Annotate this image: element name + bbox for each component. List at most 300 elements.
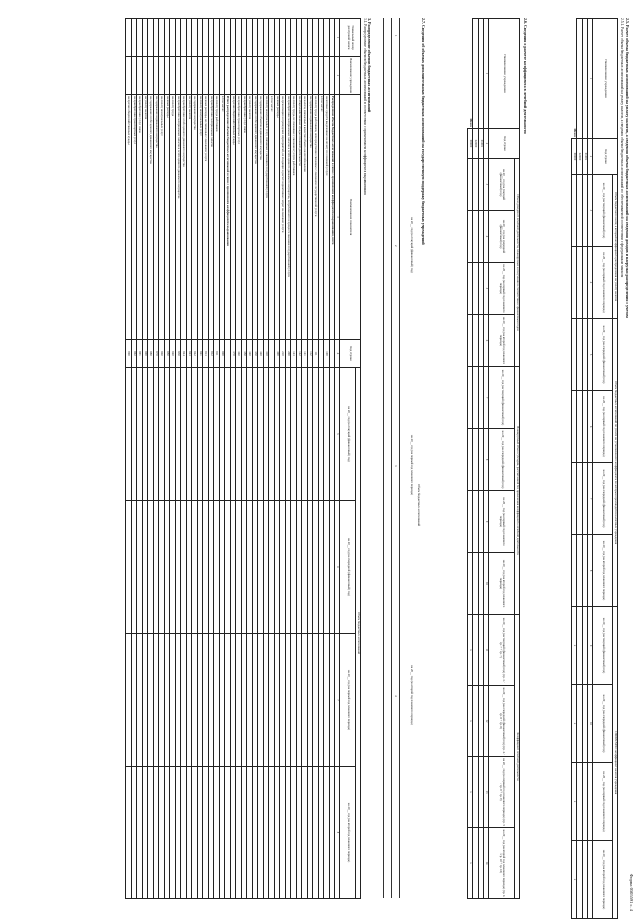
col-number: 2	[394, 245, 398, 247]
value-cell	[208, 368, 214, 501]
value-cell	[313, 501, 319, 634]
table-row	[164, 19, 170, 899]
t3-line	[391, 18, 392, 898]
value-cell	[241, 634, 247, 767]
row-code	[318, 340, 324, 368]
col-number: 1	[484, 19, 489, 129]
value-cell	[197, 634, 203, 767]
value-cell	[126, 368, 132, 501]
value-cell	[324, 634, 330, 767]
col-number: 1	[394, 35, 398, 37]
value-cell	[313, 634, 319, 767]
table-row	[285, 19, 291, 899]
value-cell	[263, 19, 269, 57]
value-cell	[219, 634, 225, 767]
table-row	[175, 19, 181, 899]
row-code: 360	[236, 340, 242, 368]
col-number: 10	[588, 685, 593, 763]
col-row-code: Код строки	[489, 129, 520, 159]
value-cell	[148, 19, 154, 57]
col-number: 1	[335, 19, 340, 57]
value-cell	[159, 57, 165, 95]
value-cell	[153, 501, 159, 634]
value-cell	[302, 501, 308, 634]
year-col: на 20__ год (на текущий (финансовый) год)	[593, 175, 613, 247]
value-cell	[126, 501, 132, 634]
row-code: 850	[164, 340, 170, 368]
value-cell	[208, 57, 214, 95]
table-row	[247, 19, 253, 899]
value-cell	[186, 368, 192, 501]
table-row	[126, 19, 132, 899]
table-row	[148, 19, 154, 899]
indicator-cell: налоговых средств выделенных на оплату по основной услуге	[324, 95, 330, 340]
coef-col: на 20__ год (на текущий (финансовый) год) (гр. 3 / гр. 7 + гр. 7)	[489, 615, 515, 686]
year-col: на 20__ год (на второй год планового периода)	[593, 535, 613, 607]
value-cell	[175, 767, 181, 899]
value-cell	[159, 501, 165, 634]
value-cell	[153, 368, 159, 501]
value-cell	[296, 19, 302, 57]
indicator-cell: на оплату коммунальных услуг	[197, 95, 203, 340]
table-row	[197, 19, 203, 899]
value-cell	[159, 767, 165, 899]
col-number: 4	[484, 211, 489, 263]
group-a-header: Объем бюджетного налог, а который коэффициента распределения на уплату налогов	[613, 175, 618, 319]
value-cell	[192, 57, 198, 95]
year-col: на 20__ год (на первый год планового периода)	[593, 391, 613, 463]
row-code: 840	[170, 340, 176, 368]
table-row	[230, 19, 236, 899]
col-number: 14	[484, 828, 489, 899]
col-number: 4	[588, 247, 593, 319]
indicator-cell: на оплату труда, не связанных с оказанием услуги работников	[291, 95, 297, 340]
year-col: на 20__ год (на очередной (финансовый) год)	[593, 319, 613, 391]
value-cell	[291, 368, 297, 501]
value-cell	[148, 368, 154, 501]
indicator-cell: на содержание недвижимого имущества	[307, 95, 313, 340]
value-cell	[263, 57, 269, 95]
value-cell	[153, 634, 159, 767]
value-cell	[296, 57, 302, 95]
value-cell	[142, 501, 148, 634]
value-cell	[324, 501, 330, 634]
value-cell	[258, 57, 264, 95]
value-cell	[131, 19, 137, 57]
col-number: 6	[484, 315, 489, 367]
value-cell	[236, 501, 242, 634]
row-code: 123	[291, 340, 297, 368]
value-cell	[203, 767, 209, 899]
row-code: 890	[142, 340, 148, 368]
section-2-5-1-title: 2.5.1. Расчет объема бюджетных ассигнований на уплату налогов, а сведения объема бюджетных ассигнований по обеспечиваемой соответствии с федеральным законом	[620, 18, 624, 278]
value-cell	[159, 634, 165, 767]
indicator-cell: на приобретение транспортных услуг	[131, 95, 137, 340]
value-cell	[247, 634, 253, 767]
col-number: 7	[484, 367, 489, 429]
value-cell	[274, 767, 280, 899]
indicator-cell: на оплату труда	[170, 95, 176, 340]
value-cell	[142, 767, 148, 899]
value-cell	[313, 368, 319, 501]
value-cell	[307, 634, 313, 767]
value-cell	[274, 501, 280, 634]
total-label: Итого	[468, 118, 473, 127]
col-number: 3	[484, 159, 489, 211]
coef-col: на 20__ год (на второй год планового периода) (гр. 6 / гр. 10 + гр. 10)	[489, 828, 515, 899]
value-cell	[175, 501, 181, 634]
total-label: Итого	[572, 128, 577, 137]
year-col: на 20__ год (на текущий (финансовый) год)	[489, 367, 515, 429]
value-cell	[192, 634, 198, 767]
value-cell	[280, 501, 286, 634]
table-row	[203, 19, 209, 899]
value-cell	[236, 19, 242, 57]
indicator-cell: на содержание особо ценного движимого имущества	[148, 95, 154, 340]
value-cell	[225, 368, 231, 501]
value-cell	[219, 368, 225, 501]
col-number: 11	[484, 615, 489, 686]
value-cell	[153, 19, 159, 57]
row-code: 830	[175, 340, 181, 368]
indicator-cell: на приобретение услуг связи	[137, 95, 143, 340]
value-cell	[252, 501, 258, 634]
value-cell	[269, 57, 275, 95]
value-cell	[258, 19, 264, 57]
row-code	[329, 340, 335, 368]
row-code: 800	[219, 340, 225, 368]
group-b-header: Планируемый объем субсидии, рассчитанной без применения коэффициента лечебной деятельности	[515, 367, 520, 615]
indicator-cell: на приобретение материальных запасов и особо ценного движимого имущества, потребляемого в процессе оказания государственной услуги	[285, 95, 291, 340]
t4-group-header: Объем бюджетных ассигнований	[356, 368, 361, 899]
indicator-cell: на оплату коммунальных услуг	[159, 95, 165, 340]
col-institution-name: Наименование учреждения	[489, 19, 520, 129]
indicator-cell: на прочие общехозяйственные нужды	[126, 95, 132, 340]
value-cell	[181, 501, 187, 634]
value-cell	[148, 767, 154, 899]
value-cell	[225, 19, 231, 57]
value-cell	[258, 634, 264, 767]
value-cell	[318, 368, 324, 501]
year-col: на 20__ год (на очередной (финансовый) год)	[489, 211, 515, 263]
row-code: 350	[241, 340, 247, 368]
value-cell	[126, 767, 132, 899]
table-row	[318, 19, 324, 899]
value-cell	[318, 634, 324, 767]
value-cell	[269, 19, 275, 57]
table-row	[219, 19, 225, 899]
indicator-cell: на приобретение транспортных услуг	[236, 95, 242, 340]
indicator-cell: на содержание особо ценного движимого имущества	[252, 95, 258, 340]
value-cell	[280, 767, 286, 899]
value-cell	[153, 57, 159, 95]
value-cell	[137, 368, 143, 501]
value-cell	[329, 767, 335, 899]
value-cell	[236, 767, 242, 899]
value-cell	[252, 19, 258, 57]
table-row	[137, 19, 143, 899]
col-registry-number: Уникальный номер реестровой записи	[340, 19, 361, 57]
row-code: 300	[274, 340, 280, 368]
value-cell	[214, 634, 220, 767]
value-cell	[296, 767, 302, 899]
value-cell	[164, 57, 170, 95]
value-cell	[285, 368, 291, 501]
row-code: 122	[296, 340, 302, 368]
value-cell	[148, 634, 154, 767]
indicator-cell: на иные расходы	[164, 95, 170, 340]
table-row	[225, 19, 231, 899]
value-cell	[208, 19, 214, 57]
table-3-1	[125, 18, 361, 899]
value-cell	[274, 57, 280, 95]
value-cell	[181, 767, 187, 899]
row-code: 112	[307, 340, 313, 368]
coef-col: на 20__ год (на первый год планового периода) (гр. 5 / гр. 9 + гр. 9)	[489, 757, 515, 828]
value-cell	[269, 634, 275, 767]
value-cell	[252, 368, 258, 501]
table-row	[170, 19, 176, 899]
year-col: на 20__ год (на очередной (финансовый) год)	[593, 463, 613, 535]
value-cell	[280, 368, 286, 501]
value-cell	[192, 368, 198, 501]
col-number: 10	[484, 553, 489, 615]
row-code: 340	[247, 340, 253, 368]
value-cell	[291, 767, 297, 899]
col-number: 2	[335, 57, 340, 95]
value-cell	[186, 767, 192, 899]
indicator-cell: на уплату налогов	[142, 95, 148, 340]
value-cell	[291, 501, 297, 634]
col-number: 6	[588, 391, 593, 463]
col-number: 3	[335, 95, 340, 340]
group-c-header: Коэффициент лечебной деятельности	[515, 615, 520, 899]
value-cell	[142, 19, 148, 57]
value-cell	[137, 57, 143, 95]
table-row	[296, 19, 302, 899]
value-cell	[291, 19, 297, 57]
value-cell	[137, 634, 143, 767]
table-row	[302, 19, 308, 899]
row-code: 02000	[577, 139, 583, 175]
value-cell	[181, 57, 187, 95]
col-number: 7	[335, 634, 340, 767]
table-row	[142, 19, 148, 899]
value-cell	[291, 634, 297, 767]
value-cell	[247, 57, 253, 95]
row-code: 900	[126, 340, 132, 368]
value-cell	[236, 368, 242, 501]
value-cell	[296, 634, 302, 767]
value-cell	[302, 767, 308, 899]
value-cell	[329, 634, 335, 767]
col-number: 13	[484, 757, 489, 828]
value-cell	[181, 634, 187, 767]
value-cell	[159, 19, 165, 57]
value-cell	[269, 501, 275, 634]
value-cell	[175, 19, 181, 57]
value-cell	[329, 501, 335, 634]
value-cell	[148, 501, 154, 634]
table-row	[269, 19, 275, 899]
value-cell	[181, 368, 187, 501]
value-cell	[318, 767, 324, 899]
row-code: 891	[137, 340, 143, 368]
indicator-cell: на налоги, взимаемые в качестве объекта налогообложения	[302, 95, 308, 340]
value-cell	[318, 19, 324, 57]
value-cell	[170, 368, 176, 501]
year-col: на 20__ год (на второй год планового периода)	[593, 841, 613, 919]
value-cell	[329, 57, 335, 95]
value-cell	[285, 57, 291, 95]
value-cell	[219, 767, 225, 899]
row-code	[269, 340, 275, 368]
row-code	[225, 340, 231, 368]
form-code: Форма 0505591 с. 4	[629, 873, 634, 911]
indicator-cell: на оплату коммунальных услуг, связанных с оказанием государственной услуги	[263, 95, 269, 340]
value-cell	[258, 501, 264, 634]
table-row	[181, 19, 187, 899]
section-2-5-title: 2.5. Расчет объема бюджетных ассигнований на уплату налогов, а сведения объема бюджетных ассигнований на сведения доходов и нагрузки распределения с учетом	[625, 18, 630, 318]
value-cell	[131, 767, 137, 899]
value-cell	[241, 57, 247, 95]
value-cell	[137, 19, 143, 57]
row-code: 320	[258, 340, 264, 368]
table-row	[307, 19, 313, 899]
section-3-1-title: 3.1. Распределение объемов бюджетных ассигнований в соответствии с применением коэффициента выравнивания	[363, 18, 367, 195]
t3-year-2: на 20__ год (на первый год планового периода)	[410, 434, 414, 496]
table-row	[274, 19, 280, 899]
x-mark: x	[571, 841, 577, 919]
indicator-cell: в том числе:	[269, 95, 275, 340]
indicator-cell: в том числе:	[219, 95, 225, 340]
value-cell	[164, 634, 170, 767]
value-cell	[307, 19, 313, 57]
value-cell	[307, 368, 313, 501]
year-col: на 20__ год (на первый год планового периода)	[593, 763, 613, 841]
value-cell	[170, 634, 176, 767]
table-row	[236, 19, 242, 899]
value-cell	[186, 634, 192, 767]
x-mark: x	[467, 686, 473, 757]
year-col: на 20__ год (на очередной (финансовый) год)	[593, 685, 613, 763]
value-cell	[230, 57, 236, 95]
t3-year-1: на 20__ год (на текущий (финансовый) год)	[410, 217, 414, 273]
col-row-code: Код строки	[593, 139, 618, 175]
row-code: 210	[280, 340, 286, 368]
value-cell	[307, 767, 313, 899]
value-cell	[214, 501, 220, 634]
value-cell	[318, 501, 324, 634]
value-cell	[329, 368, 335, 501]
table-row	[131, 19, 137, 899]
table-row	[192, 19, 198, 899]
value-cell	[318, 57, 324, 95]
value-cell	[324, 767, 330, 899]
value-cell	[236, 57, 242, 95]
year-col: на 20__ год (на очередной (финансовый) год)	[340, 501, 356, 634]
value-cell	[274, 634, 280, 767]
row-code: 330	[252, 340, 258, 368]
row-code: 310	[263, 340, 269, 368]
x-mark: x	[467, 828, 473, 899]
value-cell	[313, 19, 319, 57]
indicator-cell: на содержание недвижимого имущества	[153, 95, 159, 340]
row-code: 823	[186, 340, 192, 368]
group-c-header: СПРАВОЧНО: коэффициент налогов учреждения	[613, 607, 618, 919]
table-row	[280, 19, 286, 899]
indicator-cell: на содержание имущества	[192, 95, 198, 340]
value-cell	[142, 634, 148, 767]
value-cell	[269, 767, 275, 899]
indicator-cell: в том числе:	[318, 95, 324, 340]
value-cell	[197, 767, 203, 899]
value-cell	[296, 501, 302, 634]
value-cell	[263, 634, 269, 767]
value-cell	[302, 368, 308, 501]
row-code: 860	[159, 340, 165, 368]
table-row	[186, 19, 192, 899]
indicator-cell: на уплату налогов	[247, 95, 253, 340]
value-cell	[230, 634, 236, 767]
value-cell	[247, 19, 253, 57]
t3-group-header: Объем бюджетных ассигнований	[417, 483, 421, 527]
value-cell	[170, 767, 176, 899]
indicator-cell: на приобретение особо ценного движимого имущества	[181, 95, 187, 340]
value-cell	[247, 368, 253, 501]
coef-col: на 20__ год (на очередной (финансовый) год) (гр. 4 / гр. 8 + гр. 8)	[489, 686, 515, 757]
value-cell	[142, 57, 148, 95]
value-cell	[241, 767, 247, 899]
value-cell	[285, 634, 291, 767]
table-row	[208, 19, 214, 899]
t3-year-3: на 20__ год (на второй год планового периода)	[410, 665, 414, 725]
value-cell	[274, 19, 280, 57]
value-cell	[164, 19, 170, 57]
table-row	[324, 19, 330, 899]
value-cell	[258, 767, 264, 899]
indicator-cell: на иные расходы, не связанные с оказанием услуги	[203, 95, 209, 340]
indicator-cell: на уплату налогов	[186, 95, 192, 340]
value-cell	[313, 57, 319, 95]
value-cell	[197, 19, 203, 57]
row-code: 824	[181, 340, 187, 368]
table-row	[159, 19, 165, 899]
value-cell	[137, 767, 143, 899]
value-cell	[214, 767, 220, 899]
indicator-cell: на общехозяйственные нужды основной деятельности	[296, 95, 302, 340]
row-code: 370	[230, 340, 236, 368]
value-cell	[131, 634, 137, 767]
row-code: 870	[153, 340, 159, 368]
indicator-cell: на оплату труда работников	[214, 95, 220, 340]
col-institution-name: Наименование учреждения	[593, 19, 618, 139]
col-number: 2	[588, 139, 593, 175]
row-code: 880	[148, 340, 154, 368]
row-code: 812	[208, 340, 214, 368]
value-cell	[192, 19, 198, 57]
value-cell	[197, 57, 203, 95]
value-cell	[252, 57, 258, 95]
value-cell	[291, 57, 297, 95]
year-col: на 20__ год (на текущий (финансовый) год)	[489, 159, 515, 211]
value-cell	[214, 19, 220, 57]
table-row	[252, 19, 258, 899]
col-number: 8	[335, 767, 340, 899]
value-cell	[170, 19, 176, 57]
year-col: на 20__ год (на текущий (финансовый) год)	[340, 368, 356, 501]
value-cell	[230, 19, 236, 57]
